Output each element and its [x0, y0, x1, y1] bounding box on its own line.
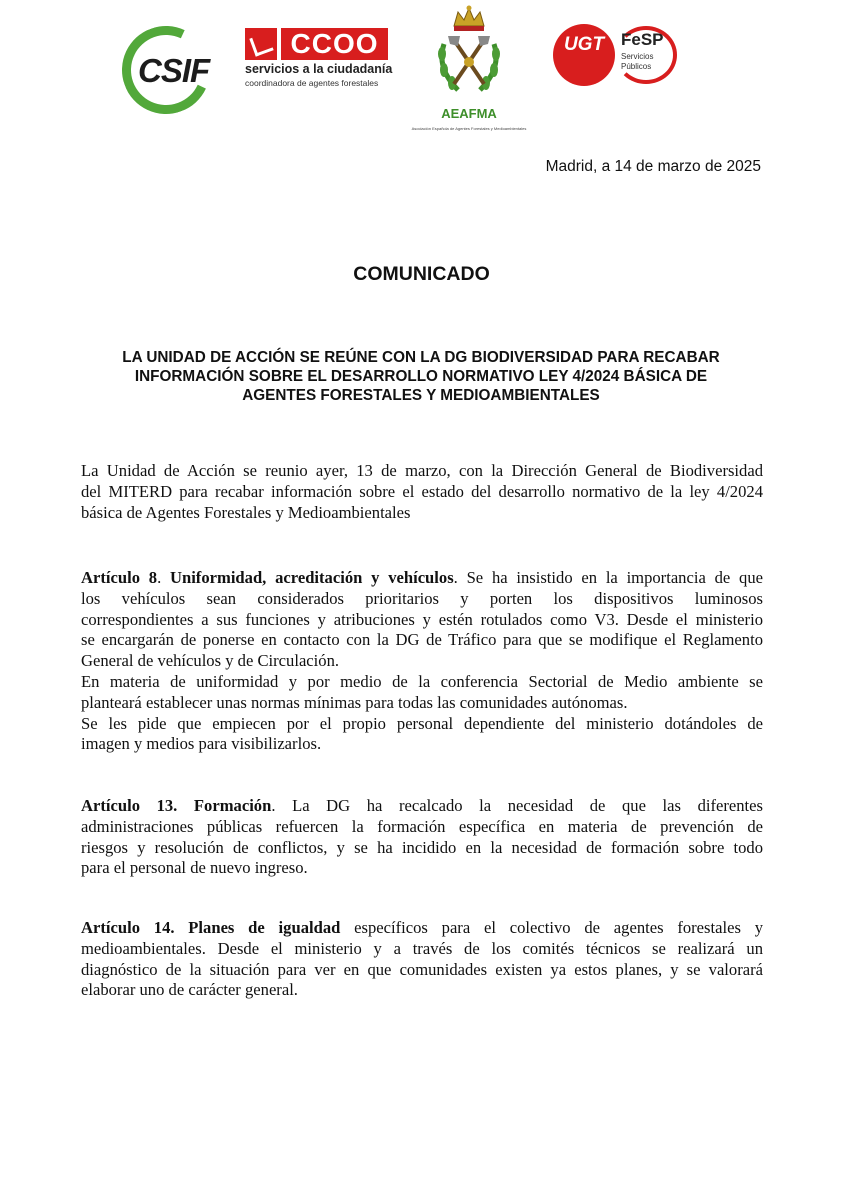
ccoo-logo [245, 28, 395, 90]
article-8-paragraph: Artículo 8. Uniformidad, acreditación y vehículos. Se ha insistido en la importancia de que los vehículos sean considerados prioritarios y porten los dispositivos luminosos correspondientes a sus funciones y atribuciones y estén rotulados como V3. Desde el ministerio se encargarán de ponerse en contacto con la DG de Tráfico para que se modifique el Reglamento General de vehículos y de Circulación. En materia de uniformidad y por medio de la conferencia Sectorial de Medio ambiente se planteará establecer unas normas mínimas para todas las comunidades autónomas. Se les pide que empiecen por el propio personal dependiente del ministerio dotándoles de imagen y medios para visibilizarlos. [81, 568, 763, 754]
ccoo-emblem-icon [245, 28, 277, 60]
document-date: Madrid, a 14 de marzo de 2025 [545, 158, 761, 175]
fesp-logo-text: FeSP [621, 30, 664, 49]
article-14-label: Artículo 14. Planes de igualdad [81, 918, 341, 937]
article-13-paragraph: Artículo 13. Formación. La DG ha recalcado la necesidad de que las diferentes administraciones públicas refuercen la formación específica en materia de prevención de riesgos y resolución de conflictos, y se ha incidido en la necesidad de formación sobre todo para el personal de nuevo ingreso. [81, 796, 763, 878]
article-8-title: Uniformidad, acreditación y vehículos [169, 568, 454, 587]
csif-logo-text: CSIF [138, 52, 210, 89]
document-heading: COMUNICADO [353, 263, 490, 285]
article-14-paragraph: Artículo 14. Planes de igualdad específicos para el colectivo de agentes forestales y medioambientales. Desde el ministerio y a través de los comités técnicos se realizará un diagnóstico de la situación para ver en que comunidades existen ya estos planes, y se valorará elaborar uno de carácter general. [81, 918, 763, 1000]
intro-paragraph: La Unidad de Acción se reunio ayer, 13 de marzo, con la Dirección General de Biodiversidad del MITERD para recabar información sobre el estado del desarrollo normativo de la ley 4/2024 básica de Agentes Forestales y Medioambientales [81, 461, 763, 522]
header-logos [0, 0, 843, 140]
aeafma-logo [408, 4, 530, 134]
document-subtitle: LA UNIDAD DE ACCIÓN SE REÚNE CON LA DG BIODIVERSIDAD PARA RECABAR INFORMACIÓN SOBRE EL DESARROLLO NORMATIVO LEY 4/2024 BÁSICA DE AGENTES FORESTALES Y MEDIOAMBIENTALES [122, 349, 720, 404]
aeafma-logo-text: AEAFMA [441, 106, 497, 121]
aeafma-crest-icon [408, 4, 530, 104]
fesp-services-text: Servicios Públicos [621, 52, 654, 71]
csif-logo [122, 26, 232, 118]
ccoo-tagline: servicios a la ciudadanía [245, 62, 393, 76]
article-8-label: Artículo 8 [81, 568, 158, 587]
ccoo-logo-text: CCOO [281, 28, 388, 60]
aeafma-subtext: Asociación Española de Agentes Forestales y Medioambientales [411, 126, 527, 131]
ccoo-subtagline: coordinadora de agentes forestales [245, 78, 379, 88]
ugt-logo-text: UGT [563, 34, 605, 55]
article-13-label: Artículo 13. Formación [81, 796, 272, 815]
ugt-fesp-logo [553, 24, 693, 88]
